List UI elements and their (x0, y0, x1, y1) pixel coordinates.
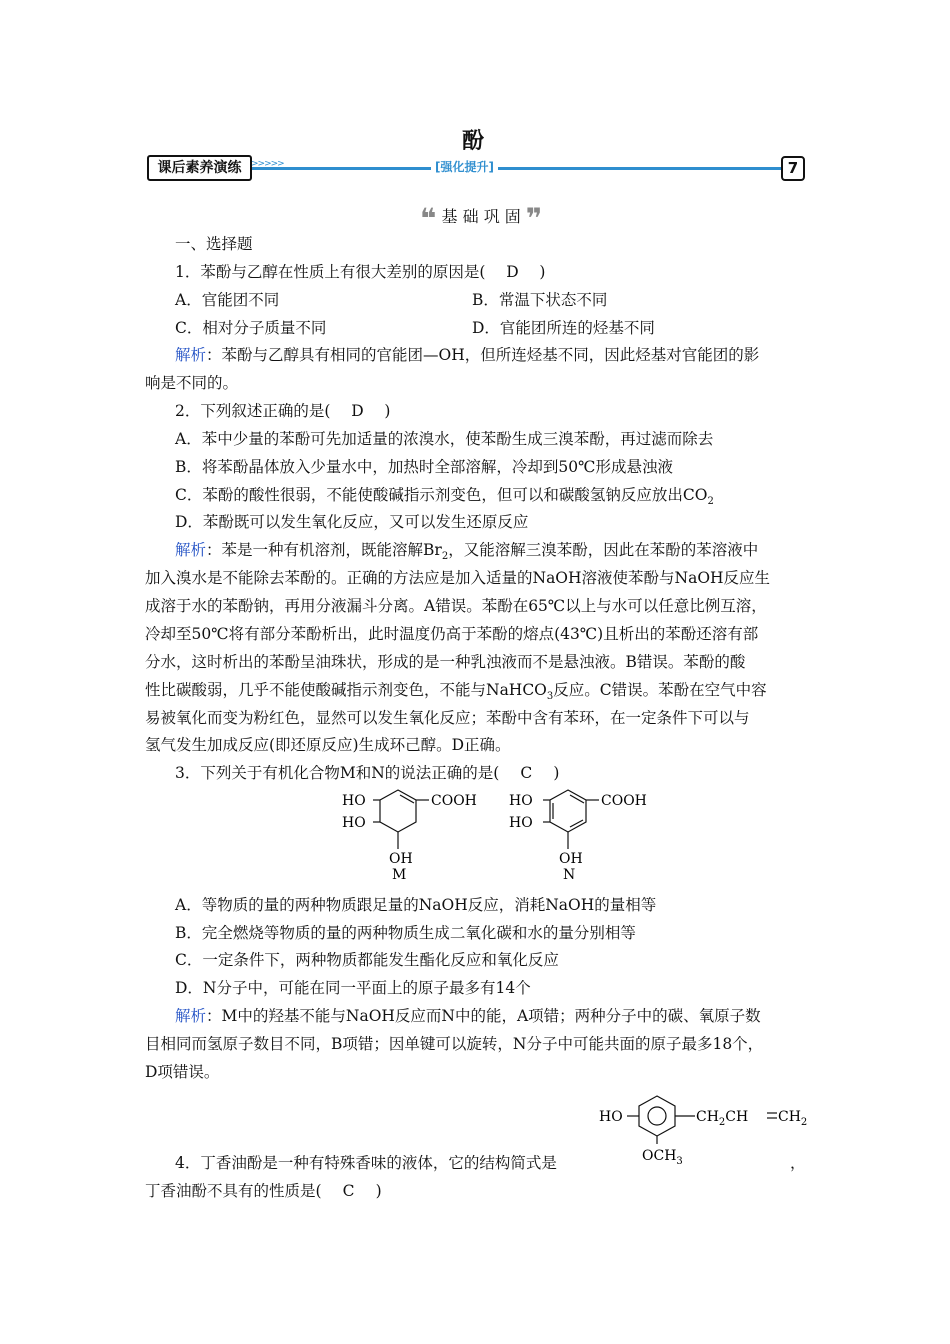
banner-number: 7 (781, 156, 805, 181)
q4-chain-end: $CH_2$ (778, 1109, 807, 1128)
q1-option-d: D．官能团所连的烃基不同 (472, 319, 655, 337)
section-heading-text: 基 础 巩 固 (441, 207, 521, 226)
q4-stem-2: 丁香油酚不具有的性质是( C ) (145, 1182, 382, 1200)
q1-answer: D (506, 263, 519, 281)
m-ho-2: HO (342, 815, 366, 831)
q1-option-a: A．官能团不同 (175, 291, 280, 309)
structure-n (509, 790, 647, 883)
q3-explanation-2: 目相同而氢原子数目不同，B项错；因单键可以旋转，N分子中可能共面的原子最多18个， (145, 1035, 764, 1053)
q4-stem: 4．丁香油酚是一种有特殊香味的液体，它的结构简式是 (175, 1154, 557, 1172)
q2-explanation-4: 冷却至50℃将有部分苯酚析出，此时温度仍高于苯酚的熔点(43℃)且析出的苯酚还溶有部 (145, 625, 759, 643)
n-ho-2: HO (509, 815, 533, 831)
q4-answer: C (342, 1182, 355, 1200)
q2-explanation: 解析：苯是一种有机溶剂，既能溶解$Br_2$，又能溶解三溴苯酚，因此在苯酚的苯溶液中 (175, 541, 759, 563)
q2-option-b: B．将苯酚晶体放入少量水中，加热时全部溶解，冷却到50℃形成悬浊液 (175, 458, 673, 476)
open-quote-icon: ❝ (420, 202, 437, 235)
q4-och3: $OCH_3$ (642, 1148, 683, 1167)
q3-explanation: 解析：M中的羟基不能与NaOH反应而N中的能，A项错；两种分子中的碳、氧原子数 (175, 1007, 761, 1025)
q4-chain: $CH_2CH$ (696, 1109, 749, 1128)
q3-answer: C (520, 764, 533, 782)
q2-explanation-7: 易被氧化而变为粉红色，显然可以发生氧化反应；苯酚中含有苯环，在一定条件下可以与 (145, 709, 750, 727)
q2-answer: D (351, 402, 364, 420)
q2-option-a: A．苯中少量的苯酚可先加适量的浓溴水，使苯酚生成三溴苯酚，再过滤而除去 (175, 430, 714, 448)
q2-explanation-3: 成溶于水的苯酚钠，再用分液漏斗分离。A错误。苯酚在65℃以上与水可以任意比例互溶， (145, 597, 767, 615)
q3-structures (335, 785, 655, 885)
m-oh: OH (389, 851, 413, 867)
q1-option-b: B．常温下状态不同 (472, 291, 608, 309)
q3-option-b: B．完全燃烧等物质的量的两种物质生成二氧化碳和水的量分别相等 (175, 924, 636, 942)
label-m: M (392, 867, 407, 883)
q1-option-c: C．相对分子质量不同 (175, 319, 327, 337)
m-ho-1: HO (342, 793, 366, 809)
q2-explanation-6: 性比碳酸弱，几乎不能使酸碱指示剂变色，不能与NaHCO$_3$反应。C错误。苯酚在空气中容 (145, 681, 767, 703)
q2-explanation-2: 加入溴水是不能除去苯酚的。正确的方法应是加入适量的NaOH溶液使苯酚与NaOH反应生 (145, 569, 771, 587)
q2-option-c: C．苯酚的酸性很弱，不能使酸碱指示剂变色，但可以和碳酸氢钠反应放出$CO_2$ (175, 486, 714, 508)
q3-option-a: A．等物质的量的两种物质跟足量的NaOH反应，消耗NaOH的量相等 (175, 896, 657, 914)
q4-structure (597, 1088, 807, 1168)
q3-explanation-3: D项错误。 (145, 1063, 220, 1081)
q2-stem: 2．下列叙述正确的是( D ) (175, 402, 391, 420)
q4-ho: HO (599, 1109, 623, 1125)
structure-m (342, 790, 477, 883)
n-oh: OH (559, 851, 583, 867)
q3-option-c: C．一定条件下，两种物质都能发生酯化反应和氧化反应 (175, 951, 559, 969)
q1-stem: 1．苯酚与乙醇在性质上有很大差别的原因是( D ) (175, 263, 546, 281)
page-title: 酚 (462, 128, 485, 154)
q2-explanation-5: 分水，这时析出的苯酚呈油珠状，形成的是一种乳浊液而不是悬浊液。B错误。苯酚的酸 (145, 653, 746, 671)
q1-explanation: 解析：苯酚与乙醇具有相同的官能团—OH，但所连烃基不同，因此烃基对官能团的影 (175, 346, 760, 364)
banner-arrows: >>>>> (251, 159, 284, 169)
q1-explanation-cont: 响是不同的。 (145, 374, 239, 392)
banner-label: 课后素养演练 (147, 155, 252, 181)
q2-explanation-8: 氢气发生加成反应(即还原反应)生成环己醇。D正确。 (145, 736, 511, 754)
part-heading: 一、选择题 (175, 235, 253, 253)
close-quote-icon: ❞ (525, 202, 543, 235)
banner-center-label: [强化提升] (431, 158, 498, 175)
q2-option-d: D．苯酚既可以发生氧化反应，又可以发生还原反应 (175, 513, 529, 531)
q3-stem: 3．下列关于有机化合物M和N的说法正确的是( C ) (175, 764, 560, 782)
label-n: N (563, 867, 576, 883)
n-ho-1: HO (509, 793, 533, 809)
q4-comma: ， (790, 1154, 806, 1172)
m-cooh: COOH (431, 793, 477, 809)
n-cooh: COOH (601, 793, 647, 809)
section-banner (147, 155, 807, 181)
q3-option-d: D．N分子中，可能在同一平面上的原子最多有14个 (175, 979, 531, 997)
banner-rule (251, 167, 783, 170)
section-heading (420, 202, 542, 235)
